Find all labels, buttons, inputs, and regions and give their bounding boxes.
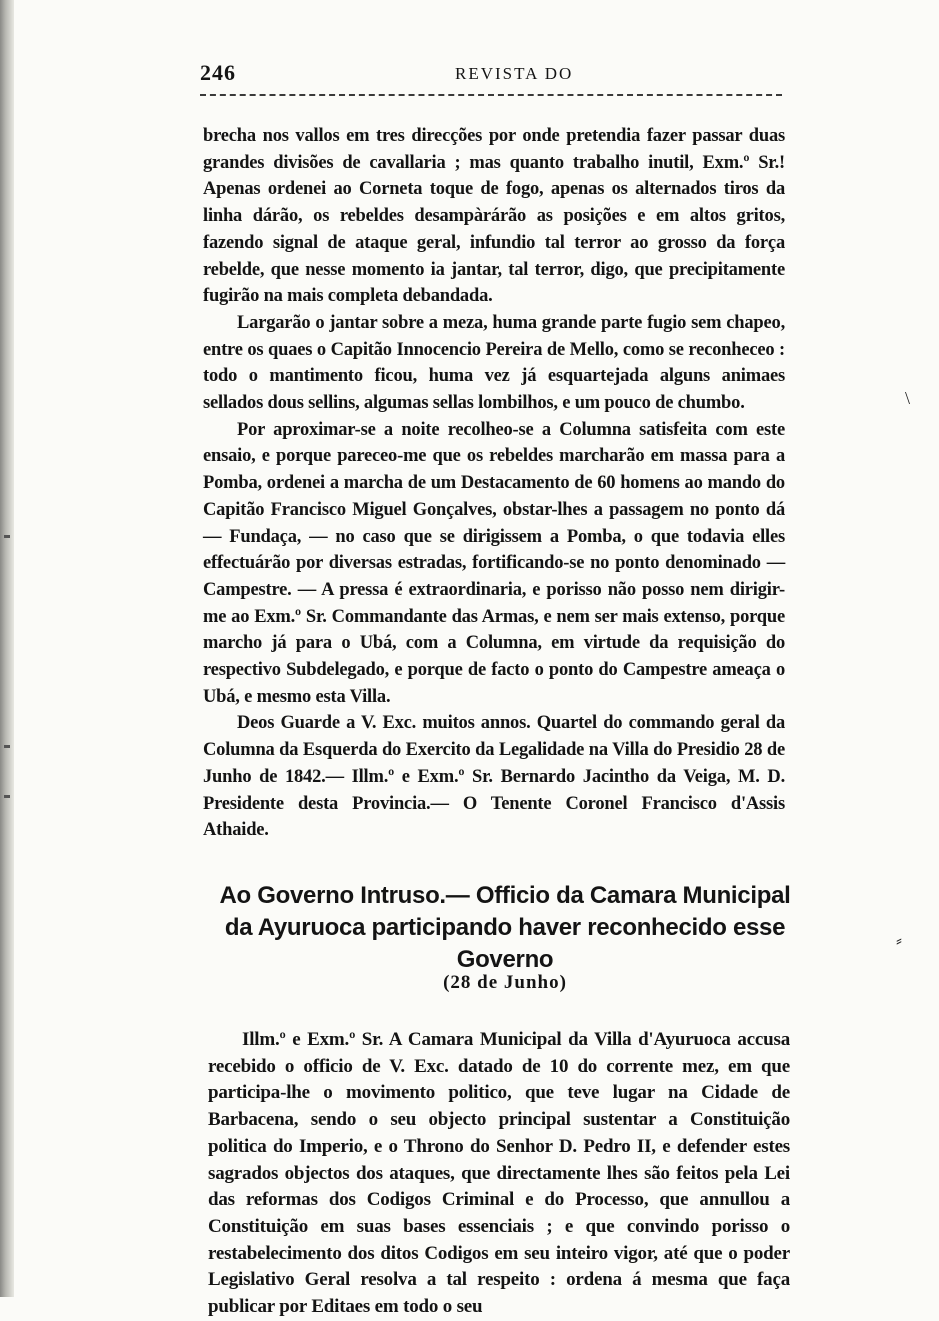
page-header xyxy=(200,60,780,90)
running-head: REVISTA DO xyxy=(455,64,574,83)
spine-mark xyxy=(4,795,10,798)
margin-tick-mark: \ xyxy=(905,388,911,408)
letter-paragraph: Por aproximar-se a noite recolheo-se a Columna satisfeita com este ensaio, e porque pareceo-me que os rebeldes marcharão em massa para a Pomba, ordenei a marcha de um Destacamento de 60 homens ao mando do Capitão Francisco Miguel Gonçalves, obstar-lhes a passagem no ponto dá — Fundaça, — no caso que se dirigissem a Pomba, o que todavia elles effectuárão por diversas estradas, fortificando-se no ponto denominado — Campestre. — A pressa é extraordinaria, e porisso não posso nem dirigir-me ao Exm.º Sr. Commandante das Armas, e nem ser mais extenso, porque marcho já para o Ubá, com a Columna, em virtude da requisição do respectivo Subdelegado, e porque de facto o ponto do Campestre ameaça o Ubá, e mesmo esta Villa. xyxy=(203,419,785,707)
letter-text-block xyxy=(203,123,785,844)
spine-mark xyxy=(4,535,10,538)
header-rule xyxy=(200,94,782,96)
margin-tick-mark: ⸗ xyxy=(896,930,902,950)
letter-paragraph: Largarão o jantar sobre a meza, huma grande parte fugio sem chapeo, entre os quaes o Capitão Innocencio Pereira de Mello, como se reconheceo : todo o mantimento ficou, huma vez já esquartejada alguns animaes sellados dous sellins, algumas sellas lombilhos, e um pouco de chumbo. xyxy=(203,312,785,414)
document-text-block xyxy=(208,1027,790,1321)
section-title: Ao Governo Intruso.— Officio da Camara Municipal da Ayuruoca participando haver reconhecido esse Governo xyxy=(219,882,791,973)
page-number: 246 xyxy=(200,60,236,85)
letter-paragraph: Deos Guarde a V. Exc. muitos annos. Quartel do commando geral da Columna da Esquerda do Exercito da Legalidade na Villa do Presidio 28 de Junho de 1842.— Illm.º e Exm.º Sr. Bernardo Jacintho da Veiga, M. D. Presidente desta Provincia.— O Tenente Coronel Francisco d'Assis Athaide. xyxy=(203,713,785,841)
spine-mark xyxy=(4,745,10,748)
document-paragraph: Illm.º e Exm.º Sr. A Camara Municipal da Villa d'Ayuruoca accusa recebido o officio de V. Exc. datado de 10 do corrente mez, em que participa-lhe o movimento politico, que teve lugar na Cidade de Barbacena, sendo o seu objecto principal sustentar a Constituição politica do Imperio, e o Throno do Senhor D. Pedro II, e defender estes sagrados objectos dos ataques, que directamente lhes são feitos pela Lei das reformas dos Codigos Criminal e do Processo, que annullou a Constituição em suas bases essenciais ; e que convindo porisso o restabelecimento dos ditos Codigos em seu inteiro vigor, até que o poder Legislativo Geral resolva a tal respeito : ordena á mesma que faça publicar por Editaes em todo o seu xyxy=(208,1029,790,1318)
letter-paragraph: brecha nos vallos em tres direcções por onde pretendia fazer passar duas grandes divisões de cavallaria ; mas quanto trabalho inutil, Exm.º Sr.! Apenas ordenei ao Corneta toque de fogo, apenas os alternados tiros da linha dárão, os rebeldes desampàrárão as posições e em altos gritos, fazendo signal de ataque geral, infundio tal terror ao grosso da força rebelde, que nesse momento ia jantar, tal terror, digo, que precipitamente fugirão na mais completa debandada. xyxy=(203,126,785,307)
section-date: (28 de Junho) xyxy=(443,972,567,993)
book-spine-edge xyxy=(0,0,14,1297)
